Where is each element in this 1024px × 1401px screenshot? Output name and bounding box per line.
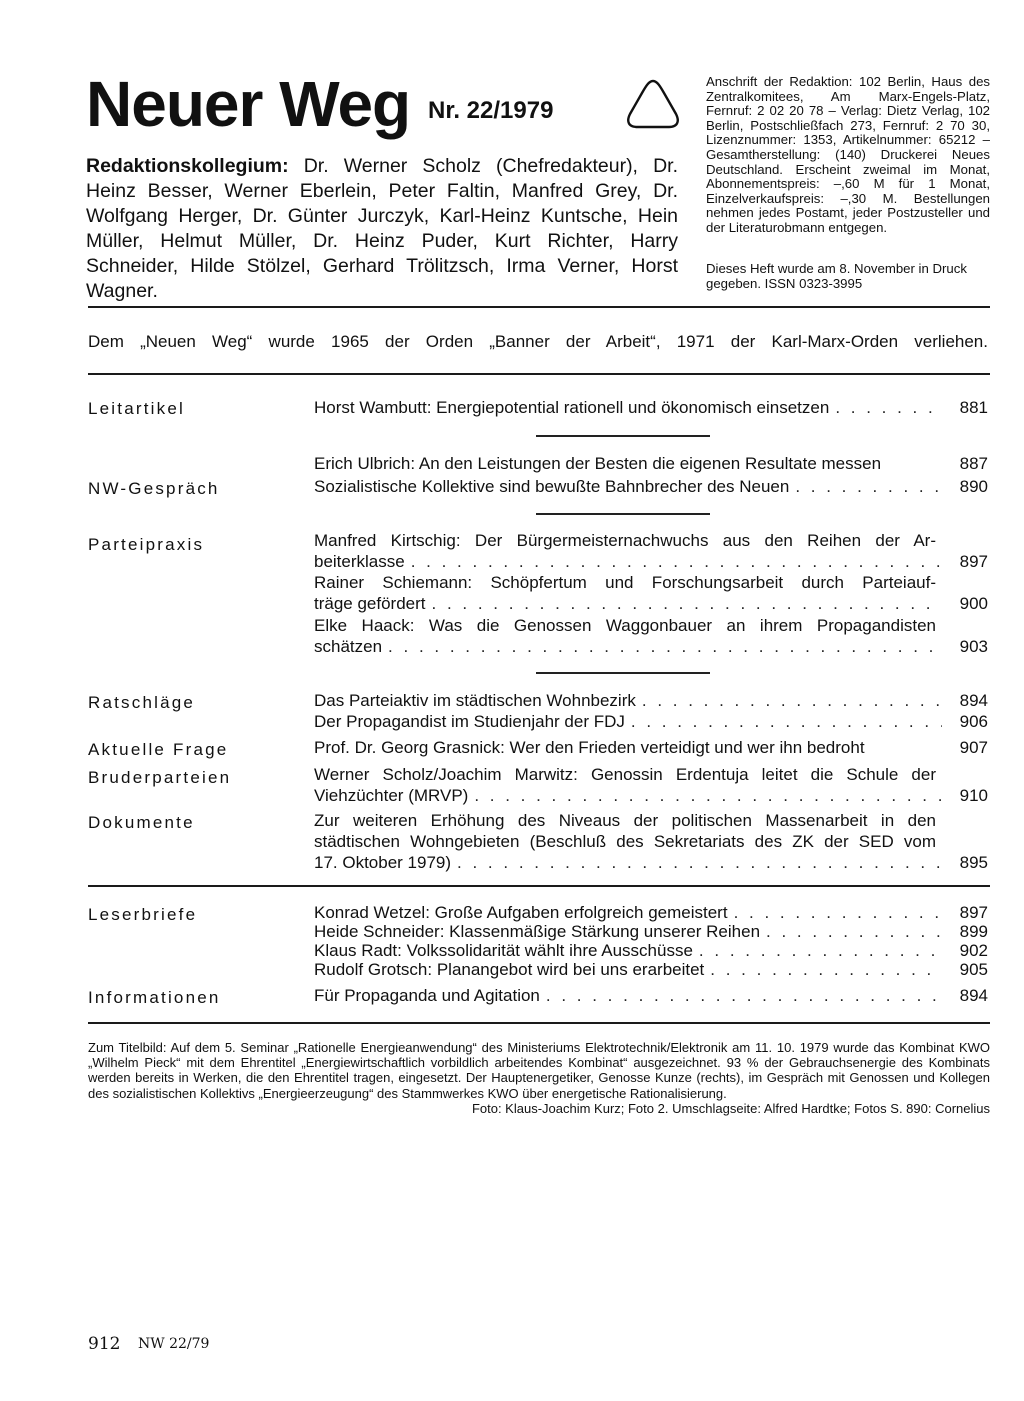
entry-page: 890 xyxy=(959,477,988,496)
leader-dots xyxy=(411,551,942,572)
toc-entry xyxy=(314,810,988,873)
leader-dots xyxy=(642,690,942,711)
divider xyxy=(88,306,990,308)
toc-entry xyxy=(314,902,988,978)
leader-dots xyxy=(457,852,942,873)
entry-title: Erich Ulbrich: An den Leistungen der Besten die eigenen Resultate messen xyxy=(314,454,882,473)
entry-title-line: Zur weiteren Erhöhung des Niveaus der politischen Massenarbeit in den xyxy=(314,811,936,830)
section-bruderparteien: Bruderparteien xyxy=(88,768,232,787)
entry-page: 900 xyxy=(959,594,988,613)
entry-page: 897 xyxy=(959,903,988,922)
entry-page: 897 xyxy=(959,552,988,571)
divider xyxy=(88,1022,990,1024)
entry-title-line: Viehzüchter (MRVP) xyxy=(314,786,469,805)
entry-title: Horst Wambutt: Energiepotential rationell und ökonomisch einsetzen xyxy=(314,398,830,417)
entry-page: 910 xyxy=(959,786,988,805)
leader-dots xyxy=(766,921,942,942)
leader-dots xyxy=(474,785,942,806)
leader-dots xyxy=(546,985,942,1006)
entry-title-line: 17. Oktober 1979) xyxy=(314,853,452,872)
entry-page: 905 xyxy=(959,960,988,979)
entry-title: Sozialistische Kollektive sind bewußte Bahnbrecher des Neuen xyxy=(314,477,790,496)
section-ratschlaege: Ratschläge xyxy=(88,693,196,712)
entry-title-line: Rainer Schiemann: Schöpfertum und Forschungsarbeit durch Parteiauf- xyxy=(314,573,936,592)
footer-issue: NW 22/79 xyxy=(138,1336,210,1352)
section-parteipraxis: Parteipraxis xyxy=(88,535,205,554)
toc-entry xyxy=(314,572,988,614)
entry-title: Das Parteiaktiv im städtischen Wohnbezirk xyxy=(314,691,636,710)
short-divider xyxy=(536,672,710,674)
entry-title: Heide Schneider: Klassenmäßige Stärkung unserer Reihen xyxy=(314,922,761,941)
divider xyxy=(88,373,990,375)
section-aktuelle-frage: Aktuelle Frage xyxy=(88,740,229,759)
entry-title: Rudolf Grotsch: Planangebot wird bei uns erarbeitet xyxy=(314,960,705,979)
toc-entry xyxy=(314,690,988,732)
toc-entry xyxy=(314,985,988,1006)
toc-entry xyxy=(314,737,988,758)
entry-page: 902 xyxy=(959,941,988,960)
toc-entry xyxy=(314,530,988,572)
entry-title-line: Manfred Kirtschig: Der Bürgermeisternachwuchs aus den Reihen der Ar- xyxy=(314,531,936,550)
entry-title-line: träge gefördert xyxy=(314,594,426,613)
leader-dots xyxy=(734,902,942,923)
leader-dots xyxy=(710,959,942,980)
entry-title-line: Elke Haack: Was die Genossen Waggonbauer an ihrem Propagandisten xyxy=(314,616,936,635)
entry-title-line: schätzen xyxy=(314,637,383,656)
entry-page: 906 xyxy=(959,712,988,731)
entry-title: Klaus Radt: Volkssolidarität wählt ihre Ausschüsse xyxy=(314,941,693,960)
entry-page: 907 xyxy=(959,738,988,757)
leader-dots xyxy=(432,593,942,614)
entry-title: Für Propaganda und Agitation xyxy=(314,986,540,1005)
entry-page: 894 xyxy=(959,986,988,1005)
toc-entry xyxy=(314,764,988,806)
section-dokumente: Dokumente xyxy=(88,813,195,832)
editorial-board xyxy=(86,154,678,304)
short-divider xyxy=(536,513,710,515)
section-leitartikel: Leitartikel xyxy=(88,399,185,418)
print-note: Dieses Heft wurde am 8. November in Druck gegeben. ISSN 0323-3995 xyxy=(706,261,967,291)
entry-page: 887 xyxy=(959,454,988,473)
cover-caption: Zum Titelbild: Auf dem 5. Seminar „Rationelle Energieanwendung“ des Ministeriums Elektrotechnik/Elektronik am 11. 10. 1979 wurde das Kombinat KWO „Wilhelm Pieck“ mit dem Ehrentitel „Energiewirtschaftlich vorbildlich arbeitendes Kombinat“ ausgezeichnet. 93 % der Gebrauchsenergie des Kombinats werden bereits in Werken, die den Ehrentitel tragen, eingesetzt. Der Hauptenergetiker, Genosse Kunze (rechts), im Gespräch mit Genossen und Kollegen des sozialistischen Kollektivs „Energieerzeugung“ des Stammwerkes KWO über energetische Rationalisierung. xyxy=(88,1040,990,1101)
leader-dots xyxy=(795,476,942,497)
leader-dots xyxy=(388,636,942,657)
issue-number: Nr. 22/1979 xyxy=(428,97,554,124)
editorial-board-label: Redaktionskollegium: xyxy=(86,155,289,177)
toc-entry xyxy=(314,453,988,474)
leader-dots xyxy=(835,397,942,418)
page-number: 912 xyxy=(88,1334,121,1354)
toc-entry xyxy=(314,397,988,418)
award-statement: Dem „Neuen Weg“ wurde 1965 der Orden „Banner der Arbeit“, 1971 der Karl-Marx-Orden verliehen. xyxy=(88,332,988,351)
entry-title: Konrad Wetzel: Große Aufgaben erfolgreich gemeistert xyxy=(314,903,728,922)
entry-title-line: Werner Scholz/Joachim Marwitz: Genossin Erdentuja leitet die Schule der xyxy=(314,765,936,784)
toc-entry xyxy=(314,615,988,657)
entry-page: 899 xyxy=(959,922,988,941)
triangle-mark-icon xyxy=(624,78,682,130)
entry-page: 881 xyxy=(959,398,988,417)
section-nw-gespraech: NW-Gespräch xyxy=(88,479,220,498)
entry-title: Prof. Dr. Georg Grasnick: Wer den Frieden verteidigt und wer ihn bedroht xyxy=(314,738,865,757)
leader-dots xyxy=(699,940,942,961)
leader-dots xyxy=(631,711,942,732)
divider xyxy=(88,885,990,887)
entry-page: 903 xyxy=(959,637,988,656)
section-leserbriefe: Leserbriefe xyxy=(88,905,198,924)
entry-page: 895 xyxy=(959,853,988,872)
entry-title-line: beiterklasse xyxy=(314,552,405,571)
entry-title: Der Propagandist im Studienjahr der FDJ xyxy=(314,712,625,731)
entry-page: 894 xyxy=(959,691,988,710)
publisher-address: Anschrift der Redaktion: 102 Berlin, Haus des Zentralkomitees, Am Marx-Engels-Platz, Fernruf: 2 02 20 78 – Verlag: Dietz Verlag, 102 Berlin, Postschließfach 273, Fernruf: 2 70 30, Lizenznummer: 1353, Artikelnummer: 65212 – Gesamtherstellung: (140) Druckerei Neues Deutschland. Erscheint zweimal im Monat, Abonnementspreis: –,60 M für 1 Monat, Einzelverkaufspreis: –,30 M. Bestellungen nehmen jedes Postamt, jeder Postzusteller und der Literaturobmann entgegen. xyxy=(706,74,990,235)
short-divider xyxy=(536,435,710,437)
editorial-board-names: Dr. Werner Scholz (Chefredakteur), Dr. Heinz Besser, Werner Eberlein, Peter Faltin, Manfred Grey, Dr. Wolfgang Herger, Dr. Günter Jurczyk, Karl-Heinz Kuntsche, Hein Müller, Helmut Müller, Dr. Heinz Puder, Kurt Richter, Harry Schneider, Hilde Stölzel, Gerhard Trölitzsch, Irma Verner, Horst Wagner. xyxy=(86,155,678,302)
toc-entry xyxy=(314,476,988,497)
entry-title-line: städtischen Wohngebieten (Beschluß des Sekretariats des ZK der SED vom xyxy=(314,832,936,851)
section-informationen: Informationen xyxy=(88,988,221,1007)
photo-credit: Foto: Klaus-Joachim Kurz; Foto 2. Umschlagseite: Alfred Hardtke; Fotos S. 890: Cornelius xyxy=(471,1101,990,1116)
magazine-title: Neuer Weg xyxy=(86,68,411,140)
